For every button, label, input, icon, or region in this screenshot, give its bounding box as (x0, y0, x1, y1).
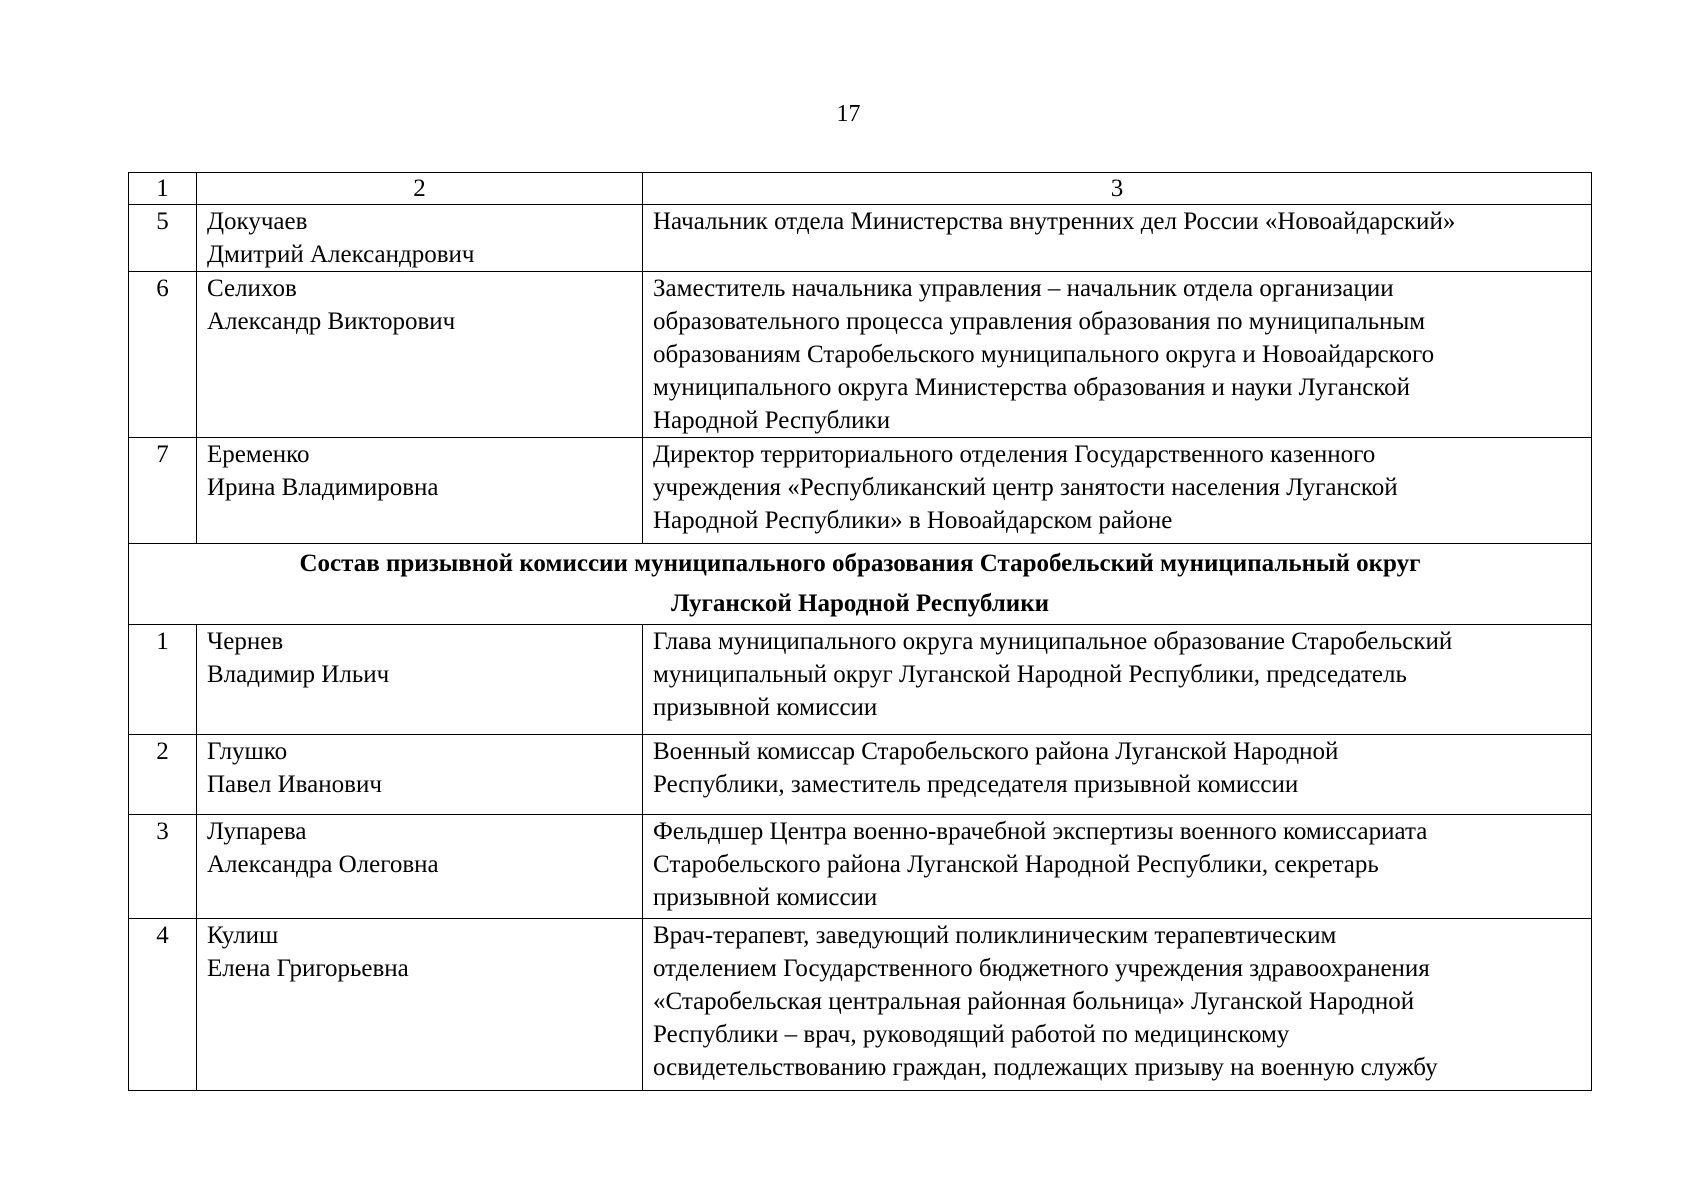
member-surname: Еременко (207, 441, 310, 468)
member-surname: Чернев (207, 628, 284, 655)
table-header-row (129, 173, 1592, 205)
row-number: 5 (129, 205, 197, 272)
table-row (129, 815, 1592, 919)
position-line: Старобельского района Луганской Народной Республики, секретарь (653, 851, 1379, 878)
position-line: образованиям Старобельского муниципального округа и Новоайдарского (653, 341, 1435, 368)
member-surname: Селихов (207, 275, 297, 302)
member-name (197, 272, 643, 438)
member-given-name: Александра Олеговна (207, 851, 439, 878)
table-row (129, 625, 1592, 735)
position-line: муниципального округа Министерства образования и науки Луганской (653, 374, 1411, 401)
position-line: Народной Республики (653, 407, 891, 434)
member-surname: Лупарева (207, 818, 307, 845)
member-position (643, 625, 1592, 735)
position-line: Народной Республики» в Новоайдарском районе (653, 507, 1173, 534)
member-given-name: Владимир Ильич (207, 661, 390, 688)
position-line: Заместитель начальника управления – начальник отдела организации (653, 275, 1394, 302)
member-surname: Кулиш (207, 922, 279, 949)
member-position (643, 438, 1592, 544)
position-line: Военный комиссар Старобельского района Луганской Народной (653, 738, 1339, 765)
member-name (197, 735, 643, 815)
position-line: Фельдшер Центра военно-врачебной экспертизы военного комиссариата (653, 818, 1428, 845)
section-title (129, 544, 1592, 625)
position-line: муниципальный округ Луганской Народной Республики, председатель (653, 661, 1407, 688)
row-number: 1 (129, 625, 197, 735)
position-line: Врач-терапевт, заведующий поликлиническим терапевтическим (653, 922, 1337, 949)
table-row (129, 205, 1592, 272)
section-title-row (129, 544, 1592, 625)
member-given-name: Александр Викторович (207, 308, 456, 335)
row-number: 3 (129, 815, 197, 919)
table-row (129, 735, 1592, 815)
member-given-name: Павел Иванович (207, 771, 382, 798)
header-col-2: 2 (197, 173, 643, 205)
member-surname: Докучаев (207, 208, 308, 235)
commission-table (128, 172, 1592, 1091)
row-number: 4 (129, 919, 197, 1091)
member-given-name: Дмитрий Александрович (207, 241, 475, 268)
member-given-name: Елена Григорьевна (207, 955, 409, 982)
member-position (643, 815, 1592, 919)
position-line: призывной комиссии (653, 694, 878, 721)
page-number: 17 (836, 101, 861, 127)
table-row (129, 919, 1592, 1091)
position-line: освидетельствованию граждан, подлежащих призыву на военную службу (653, 1054, 1438, 1081)
member-name (197, 919, 643, 1091)
position-line: Глава муниципального округа муниципальное образование Старобельский (653, 628, 1453, 655)
row-number: 2 (129, 735, 197, 815)
member-name (197, 815, 643, 919)
position-line: учреждения «Республиканский центр занятости населения Луганской (653, 474, 1398, 501)
row-number: 6 (129, 272, 197, 438)
member-name (197, 625, 643, 735)
member-position (643, 919, 1592, 1091)
row-number: 7 (129, 438, 197, 544)
position-line: Республики – врач, руководящий работой по медицинскому (653, 1021, 1290, 1048)
position-line: Начальник отдела Министерства внутренних дел России «Новоайдарский» (653, 208, 1456, 235)
header-col-3: 3 (643, 173, 1592, 205)
header-col-1: 1 (129, 173, 197, 205)
section-title-line-2: Луганской Народной Республики (670, 590, 1050, 617)
position-line: отделением Государственного бюджетного учреждения здравоохранения (653, 955, 1430, 982)
member-surname: Глушко (207, 738, 288, 765)
position-line: образовательного процесса управления образования по муниципальным (653, 308, 1426, 335)
position-line: «Старобельская центральная районная больница» Луганской Народной (653, 988, 1415, 1015)
position-line: Республики, заместитель председателя призывной комиссии (653, 771, 1299, 798)
table-row (129, 272, 1592, 438)
member-position (643, 735, 1592, 815)
section-title-line-1: Состав призывной комиссии муниципального образования Старобельский муниципальный округ (299, 550, 1421, 577)
member-position (643, 205, 1592, 272)
position-line: Директор территориального отделения Государственного казенного (653, 441, 1376, 468)
member-given-name: Ирина Владимировна (207, 474, 439, 501)
table-row (129, 438, 1592, 544)
position-line: призывной комиссии (653, 884, 878, 911)
member-name (197, 205, 643, 272)
member-position (643, 272, 1592, 438)
member-name (197, 438, 643, 544)
